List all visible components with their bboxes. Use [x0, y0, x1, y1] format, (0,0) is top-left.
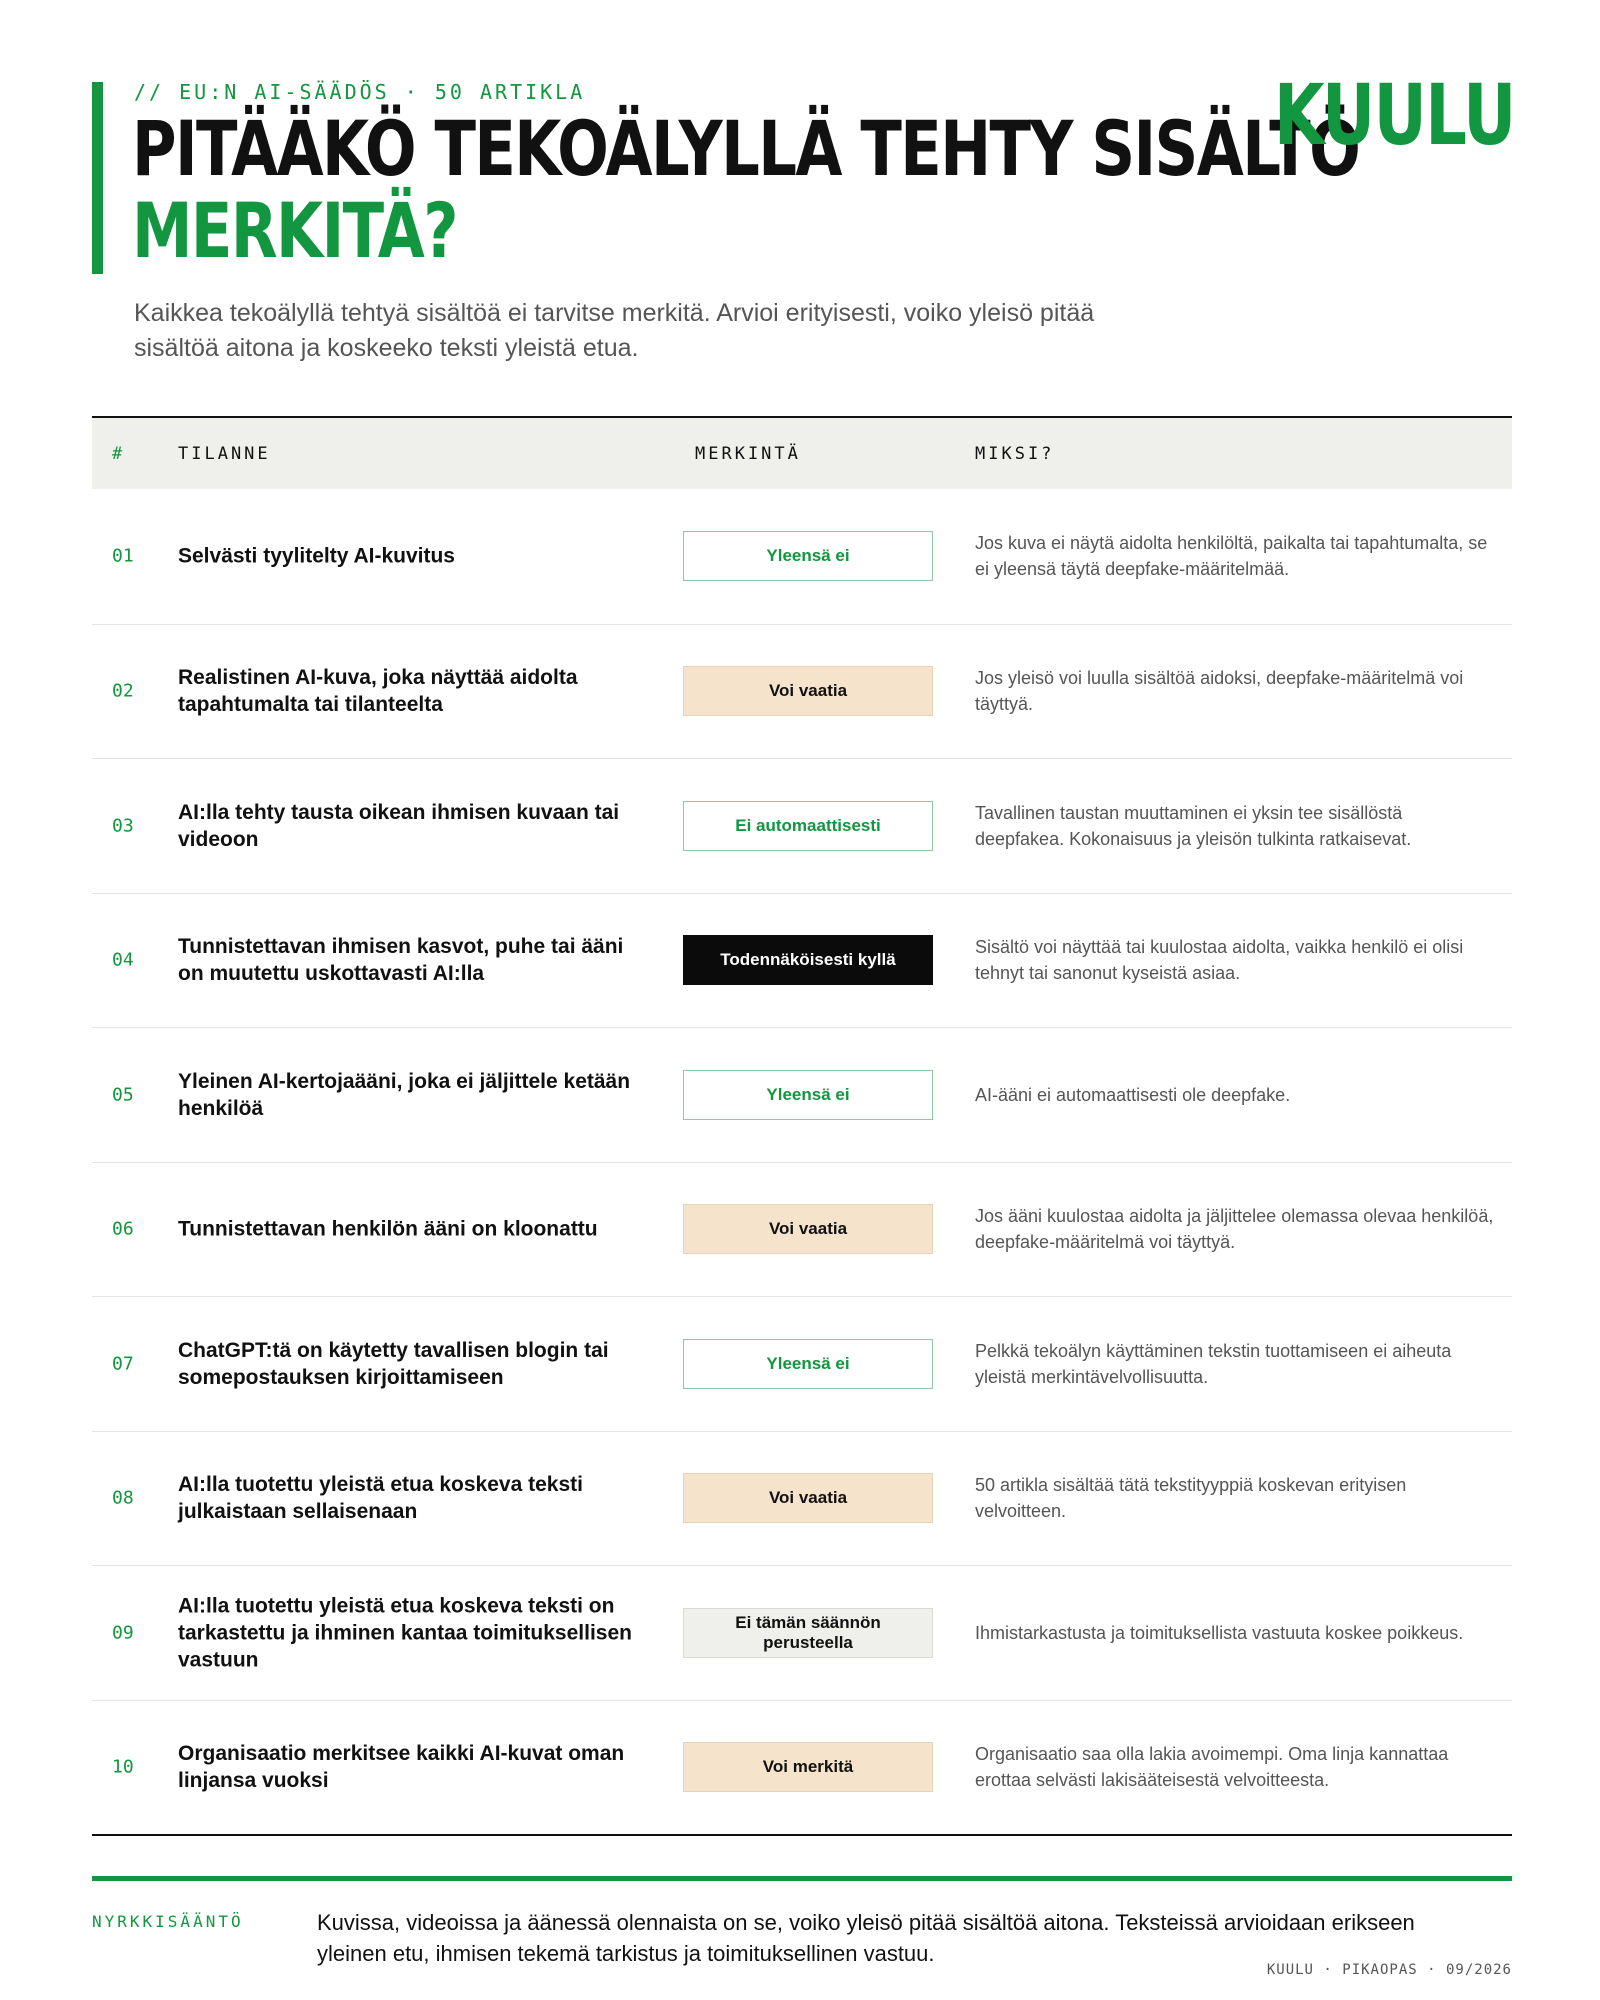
title-accent-bar	[92, 82, 103, 274]
table-row	[92, 1565, 1512, 1700]
table-row	[92, 489, 1512, 624]
row-situation: Realistinen AI-kuva, joka näyttää aidolta tapahtumalta tai tilanteelta	[178, 666, 578, 717]
labeling-badge: Voi merkitä	[683, 1742, 933, 1792]
row-number: 07	[112, 1353, 134, 1375]
row-number: 09	[112, 1622, 134, 1644]
row-explanation: Ihmistarkastusta ja toimituksellista vastuuta koskee poikkeus.	[975, 1622, 1464, 1643]
row-number: 04	[112, 949, 134, 971]
row-situation: AI:lla tehty tausta oikean ihmisen kuvaan tai videoon	[178, 800, 620, 851]
row-explanation: AI-ääni ei automaattisesti ole deepfake.	[975, 1084, 1291, 1105]
table-row	[92, 1027, 1512, 1162]
labeling-badge: Voi vaatia	[683, 1473, 933, 1523]
labeling-badge: Todennäköisesti kyllä	[683, 935, 933, 985]
row-explanation: 50 artikla sisältää tätä tekstityyppiä koskevan erityisen velvoitteen.	[975, 1475, 1407, 1522]
table-row	[92, 1162, 1512, 1297]
table-row	[92, 1431, 1512, 1566]
row-situation: Yleinen AI-kertojaääni, joka ei jäljittele ketään henkilöä	[178, 1069, 631, 1120]
row-number: 10	[112, 1756, 134, 1778]
labeling-badge: Yleensä ei	[683, 1070, 933, 1120]
table-body	[92, 489, 1512, 1834]
table-row	[92, 758, 1512, 893]
title-line-1: PITÄÄKÖ TEKOÄLYLLÄ TEHTY SISÄLTÖ	[132, 104, 1360, 193]
column-header-number: #	[112, 443, 126, 464]
labeling-badge: Yleensä ei	[683, 1339, 933, 1389]
row-number: 01	[112, 545, 134, 567]
row-explanation: Jos yleisö voi luulla sisältöä aidoksi, deepfake-määritelmä voi täyttyä.	[975, 668, 1464, 715]
row-number: 05	[112, 1084, 134, 1106]
column-header-situation: TILANNE	[178, 443, 271, 464]
intro-text: Kaikkea tekoälyllä tehtyä sisältöä ei tarvitse merkitä. Arvioi erityisesti, voiko yleisö pitää sisältöä aitona ja koskeeko teksti yleistä etua.	[134, 299, 1095, 362]
row-situation: ChatGPT:tä on käytetty tavallisen blogin tai somepostauksen kirjoittamiseen	[178, 1338, 609, 1389]
footer-credit: KUULU · PIKAOPAS · 09/2026	[1266, 1962, 1512, 1978]
labeling-badge: Voi vaatia	[683, 1204, 933, 1254]
page-title	[132, 104, 1360, 275]
row-situation: Organisaatio merkitsee kaikki AI-kuvat oman linjansa vuoksi	[178, 1742, 625, 1793]
kicker: // EU:N AI-SÄÄDÖS · 50 ARTIKLA	[134, 80, 586, 104]
row-explanation: Jos kuva ei näytä aidolta henkilöltä, paikalta tai tapahtumalta, se ei yleensä täytä deepfake-määritelmää.	[975, 533, 1488, 580]
rule-text: Kuvissa, videoissa ja äänessä olennaista on se, voiko yleisö pitää sisältöä aitona. Teksteissä arvioidaan erikseen yleinen etu, ihmisen tekemä tarkistus ja toimituksellinen vastuu.	[317, 1910, 1415, 1966]
row-number: 06	[112, 1218, 134, 1240]
rule-label: NYRKKISÄÄNTÖ	[92, 1912, 244, 1931]
guidance-table	[92, 416, 1512, 1836]
row-situation: AI:lla tuotettu yleistä etua koskeva teksti on tarkastettu ja ihminen kantaa toimituksellisen vastuun	[178, 1594, 632, 1672]
row-situation: Selvästi tyylitelty AI-kuvitus	[178, 544, 455, 568]
rule-divider	[92, 1876, 1512, 1881]
column-header-why: MIKSI?	[975, 443, 1055, 464]
row-situation: AI:lla tuotettu yleistä etua koskeva teksti julkaistaan sellaisenaan	[178, 1473, 583, 1524]
column-header-labeling: MERKINTÄ	[695, 443, 801, 464]
row-situation: Tunnistettavan henkilön ääni on kloonattu	[178, 1217, 598, 1241]
row-explanation: Sisältö voi näyttää tai kuulostaa aidolta, vaikka henkilö ei olisi tehnyt tai sanonut kyseistä asiaa.	[975, 937, 1464, 984]
row-explanation: Jos ääni kuulostaa aidolta ja jäljittelee olemassa olevaa henkilöä, deepfake-määritelmä voi täyttyä.	[975, 1206, 1494, 1253]
row-explanation: Tavallinen taustan muuttaminen ei yksin tee sisällöstä deepfakea. Kokonaisuus ja yleisön tulkinta ratkaisevat.	[975, 802, 1412, 849]
row-explanation: Organisaatio saa olla lakia avoimempi. Oma linja kannattaa erottaa selvästi lakisääteisestä velvoitteesta.	[975, 1744, 1449, 1791]
row-explanation: Pelkkä tekoälyn käyttäminen tekstin tuottamiseen ei aiheuta yleistä merkintävelvollisuutta.	[975, 1340, 1452, 1387]
labeling-badge: Voi vaatia	[683, 666, 933, 716]
brand-logo: KUULU	[1274, 66, 1515, 164]
row-number: 08	[112, 1487, 134, 1509]
row-number: 03	[112, 815, 134, 837]
labeling-badge: Ei tämän säännön perusteella	[683, 1608, 933, 1658]
labeling-badge: Ei automaattisesti	[683, 801, 933, 851]
row-situation: Tunnistettavan ihmisen kasvot, puhe tai ääni on muutettu uskottavasti AI:lla	[178, 935, 624, 986]
table-header	[92, 418, 1512, 489]
table-row	[92, 624, 1512, 759]
title-line-2: MERKITÄ?	[132, 186, 457, 275]
table-row	[92, 1700, 1512, 1835]
labeling-badge: Yleensä ei	[683, 531, 933, 581]
table-row	[92, 893, 1512, 1028]
row-number: 02	[112, 680, 134, 702]
table-row	[92, 1296, 1512, 1431]
